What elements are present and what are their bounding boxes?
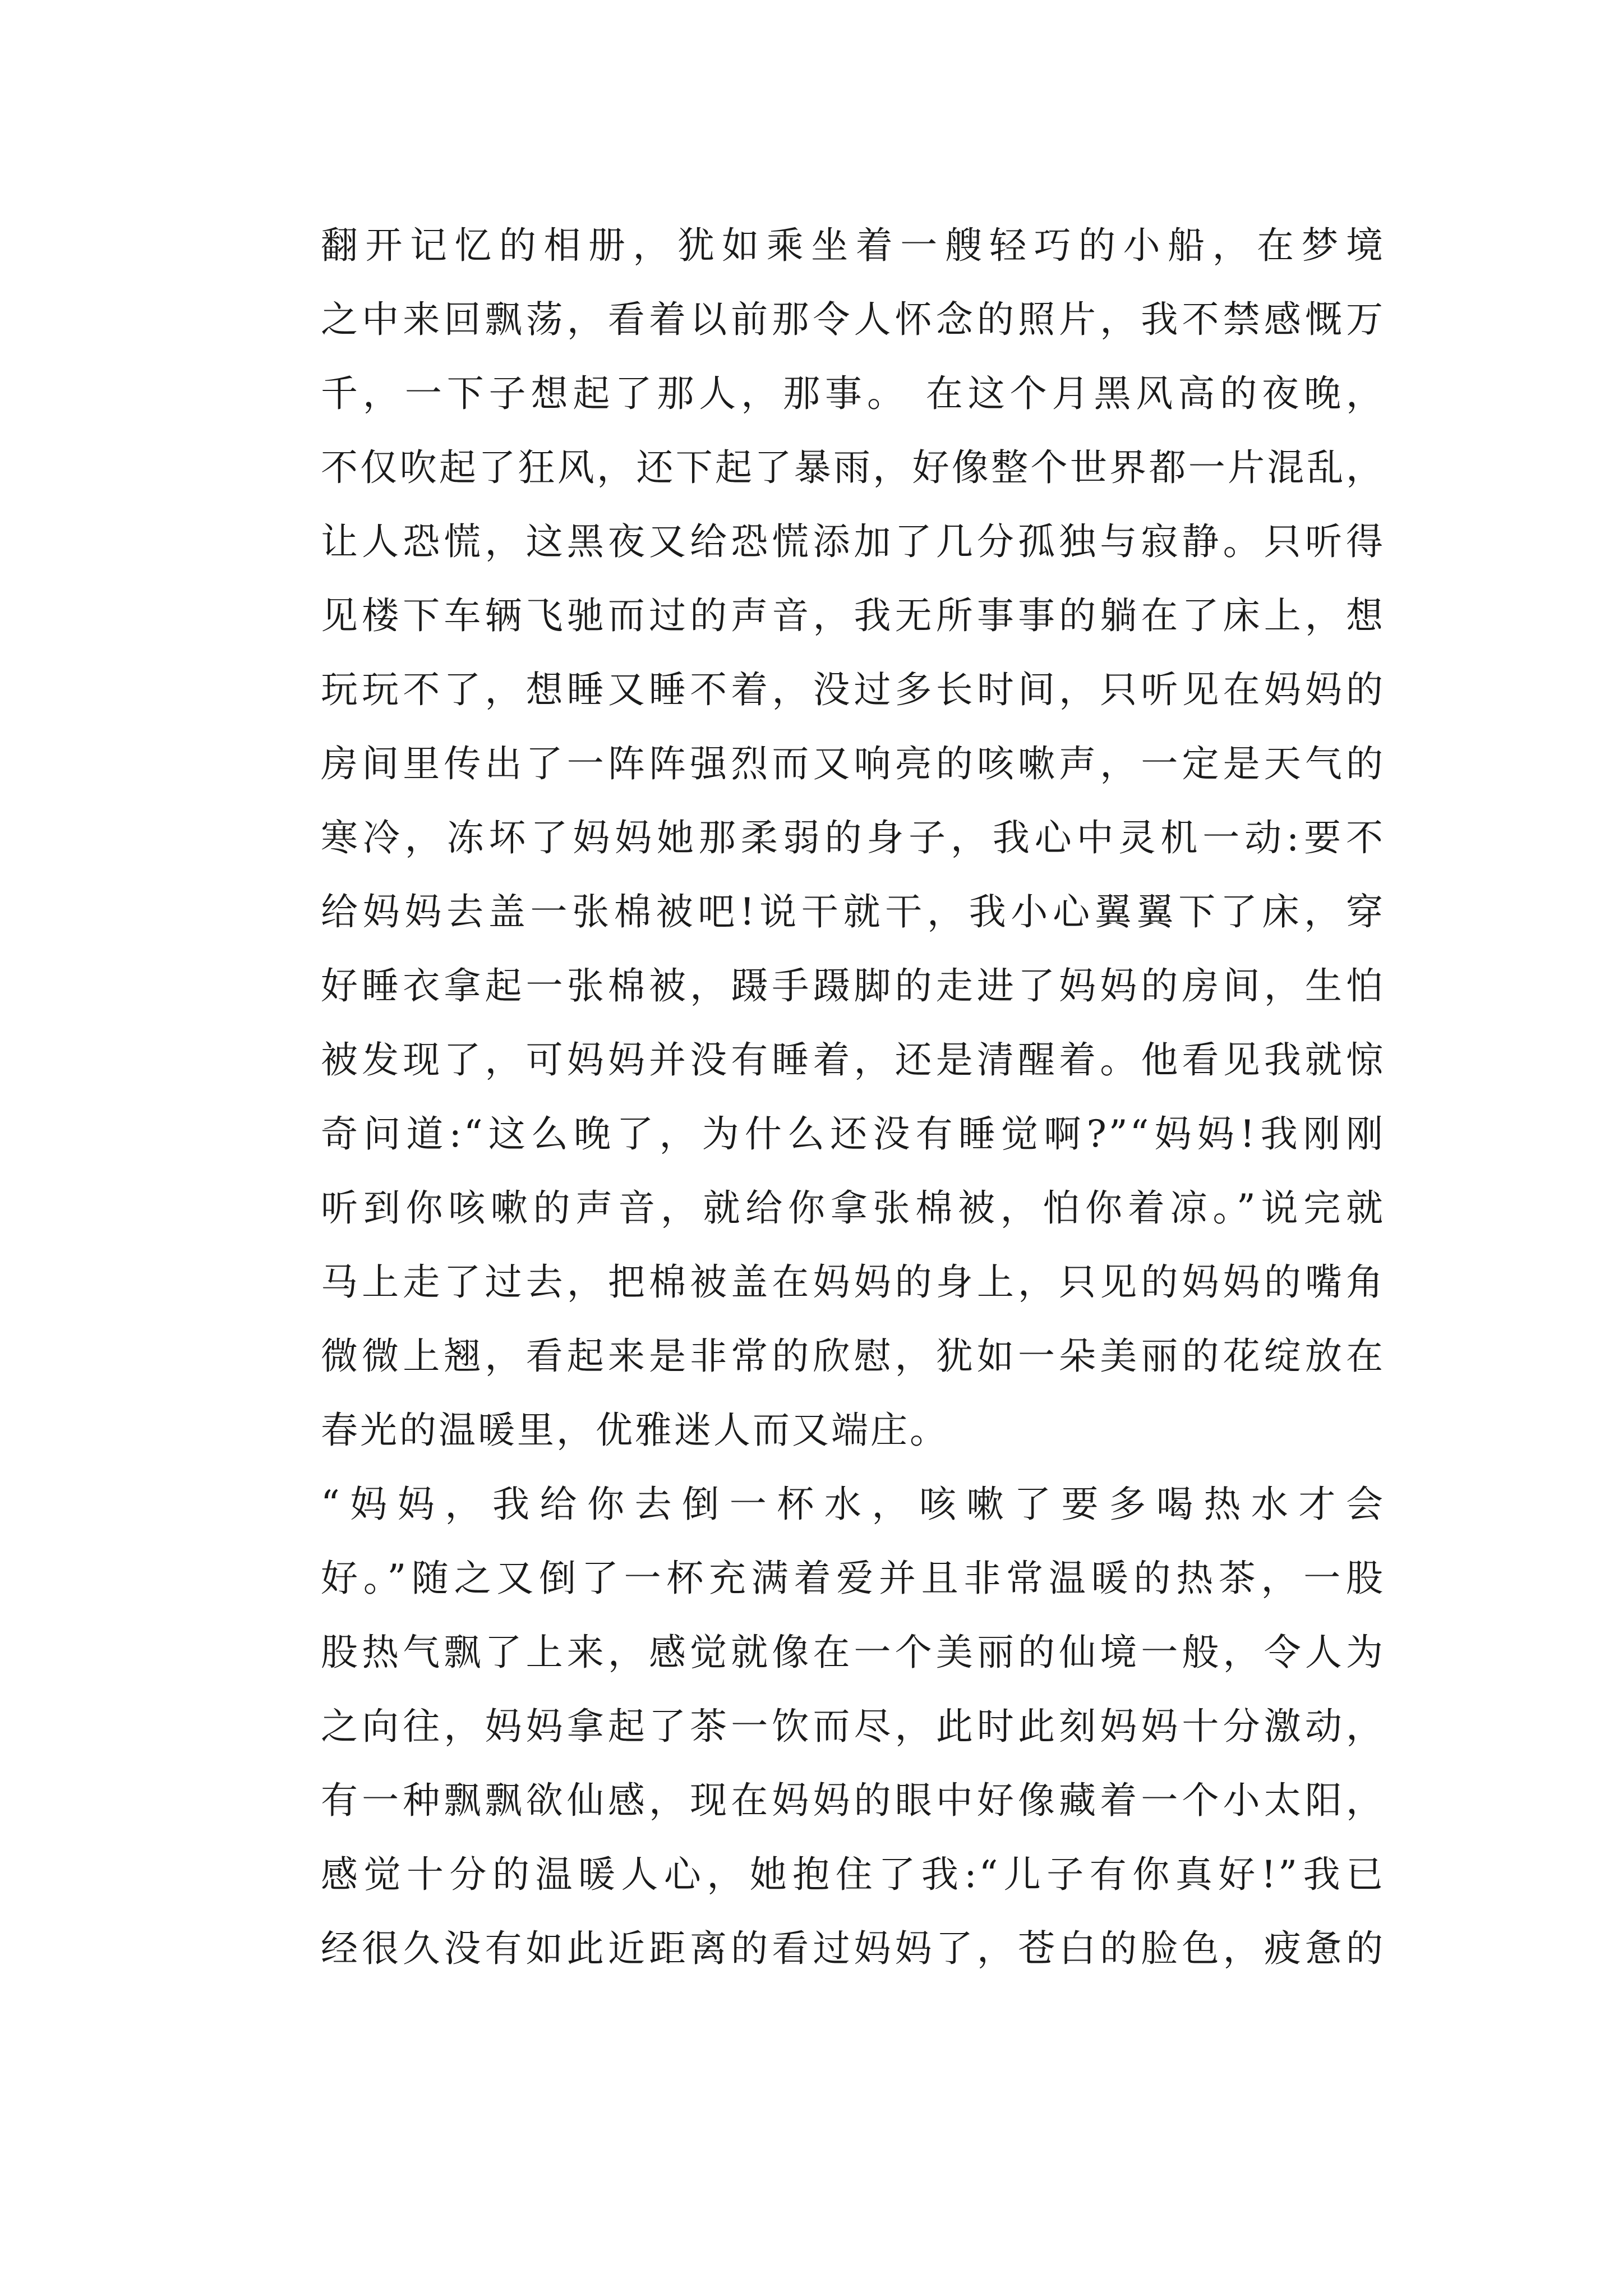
text-line: 好睡衣拿起一张棉被，蹑手蹑脚的走进了妈妈的房间，生怕 (321, 964, 1385, 1007)
text-line: 春光的温暖里，优雅迷人而又端庄。 (321, 1409, 949, 1452)
text-line: 经很久没有如此近距离的看过妈妈了，苍白的脸色，疲惫的 (321, 1927, 1385, 1970)
text-line: 寒冷，冻坏了妈妈她那柔弱的身子，我心中灵机一动:要不 (321, 816, 1385, 859)
text-line: 微微上翘，看起来是非常的欣慰，犹如一朵美丽的花绽放在 (321, 1335, 1385, 1378)
text-line: 股热气飘了上来，感觉就像在一个美丽的仙境一般，令人为 (321, 1631, 1385, 1674)
paragraph-2 (247, 1467, 1385, 1986)
text-line: 让人恐慌，这黑夜又给恐慌添加了几分孤独与寂静。只听得 (321, 520, 1385, 563)
text-line: 房间里传出了一阵阵强烈而又响亮的咳嗽声，一定是天气的 (321, 742, 1385, 785)
text-line: 见楼下车辆飞驰而过的声音，我无所事事的躺在了床上，想 (321, 594, 1385, 637)
text-line: 之中来回飘荡，看着以前那令人怀念的照片，我不禁感慨万 (321, 298, 1385, 341)
text-line: 翻开记忆的相册，犹如乘坐着一艘轻巧的小船，在梦境 (321, 224, 1385, 267)
text-line: 不仅吹起了狂风，还下起了暴雨，好像整个世界都一片混乱， (321, 446, 1385, 489)
paragraph-1 (247, 209, 1385, 1467)
text-line: 千，一下子想起了那人，那事。 在这个月黑风高的夜晚， (321, 372, 1385, 415)
text-line: 感觉十分的温暖人心，她抱住了我:“儿子有你真好!”我已 (321, 1853, 1385, 1896)
text-line: 奇问道:“这么晚了，为什么还没有睡觉啊?”“妈妈!我刚刚 (321, 1112, 1385, 1156)
text-line: 听到你咳嗽的声音，就给你拿张棉被，怕你着凉。”说完就 (321, 1186, 1385, 1230)
text-line: 被发现了，可妈妈并没有睡着，还是清醒着。他看见我就惊 (321, 1038, 1385, 1082)
text-line: 好。”随之又倒了一杯充满着爱并且非常温暖的热茶，一股 (321, 1557, 1385, 1600)
text-line: “妈妈，我给你去倒一杯水，咳嗽了要多喝热水才会 (321, 1483, 1385, 1526)
text-line: 玩玩不了，想睡又睡不着，没过多长时间，只听见在妈妈的 (321, 668, 1385, 711)
text-line: 之向往，妈妈拿起了茶一饮而尽，此时此刻妈妈十分激动， (321, 1705, 1385, 1748)
text-line: 有一种飘飘欲仙感，现在妈妈的眼中好像藏着一个小太阳， (321, 1779, 1385, 1822)
text-line: 马上走了过去，把棉被盖在妈妈的身上，只见的妈妈的嘴角 (321, 1260, 1385, 1304)
text-line: 给妈妈去盖一张棉被吧!说干就干，我小心翼翼下了床，穿 (321, 890, 1385, 933)
document-body (247, 209, 1385, 1986)
